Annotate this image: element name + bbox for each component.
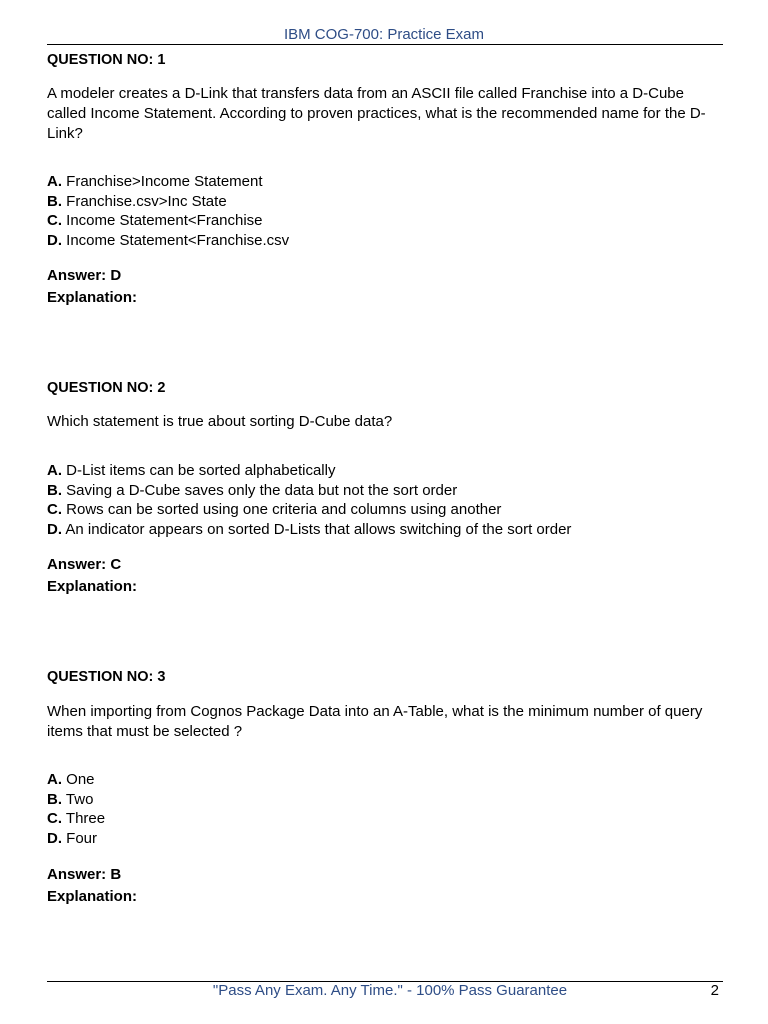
question-2-answer: Answer: C	[47, 556, 122, 573]
option-text: An indicator appears on sorted D-Lists that allows switching of the sort order	[65, 520, 572, 538]
option-c	[47, 500, 571, 520]
option-letter: A.	[47, 173, 62, 190]
option-letter: D.	[47, 231, 62, 249]
option-b	[47, 192, 289, 212]
option-text: Rows can be sorted using one criteria and columns using another	[66, 501, 502, 519]
option-a	[47, 172, 289, 192]
question-3-options	[47, 770, 105, 848]
question-1-options	[47, 172, 289, 250]
option-text: One	[66, 771, 95, 788]
footer-tagline: "Pass Any Exam. Any Time." - 100% Pass Guarantee	[212, 982, 568, 999]
option-text: Income Statement<Franchise.csv	[66, 231, 290, 249]
option-text: Income Statement<Franchise	[66, 212, 263, 230]
question-3-text: When importing from Cognos Package Data into an A-Table, what is the minimum number of query items that must be selected ?	[47, 703, 703, 740]
page-header-title: IBM COG-700: Practice Exam	[283, 26, 485, 43]
question-3-answer: Answer: B	[47, 866, 122, 883]
option-b	[47, 481, 571, 501]
question-1-explanation: Explanation:	[47, 289, 138, 306]
option-text: Franchise>Income Statement	[66, 173, 263, 190]
question-1-text: A modeler creates a D-Link that transfers data from an ASCII file called Franchise into a D-Cube called Income Statement. According to proven practices, what is the recommended name for the D-Link?	[47, 85, 706, 142]
option-a	[47, 770, 105, 790]
question-1-answer: Answer: D	[47, 267, 122, 284]
option-text: Saving a D-Cube saves only the data but not the sort order	[66, 481, 458, 499]
question-3-heading: QUESTION NO: 3	[47, 669, 166, 685]
option-text: Four	[66, 829, 98, 847]
option-letter: C.	[47, 501, 62, 519]
option-letter: D.	[47, 520, 62, 538]
header-divider	[47, 44, 723, 45]
option-letter: B.	[47, 192, 62, 210]
option-letter: B.	[47, 790, 62, 808]
option-letter: C.	[47, 212, 62, 230]
option-c	[47, 211, 289, 231]
option-b	[47, 790, 105, 810]
question-2-heading: QUESTION NO: 2	[47, 380, 166, 396]
option-letter: C.	[47, 810, 62, 828]
option-c	[47, 809, 105, 829]
option-letter: A.	[47, 462, 62, 479]
option-text: Two	[65, 790, 94, 808]
option-d	[47, 829, 105, 849]
option-letter: B.	[47, 481, 62, 499]
option-letter: D.	[47, 829, 62, 847]
option-d	[47, 520, 571, 540]
option-text: D-List items can be sorted alphabetically	[66, 462, 336, 479]
question-2-text: Which statement is true about sorting D-Cube data?	[47, 413, 393, 430]
option-text: Franchise.csv>Inc State	[66, 192, 227, 210]
option-text: Three	[65, 810, 106, 828]
option-letter: A.	[47, 771, 62, 788]
question-2-explanation: Explanation:	[47, 578, 138, 595]
question-2-options	[47, 461, 571, 539]
question-3-explanation: Explanation:	[47, 888, 138, 905]
option-d	[47, 231, 289, 251]
page-number: 2	[710, 982, 719, 999]
question-1-heading: QUESTION NO: 1	[47, 52, 166, 68]
option-a	[47, 461, 571, 481]
